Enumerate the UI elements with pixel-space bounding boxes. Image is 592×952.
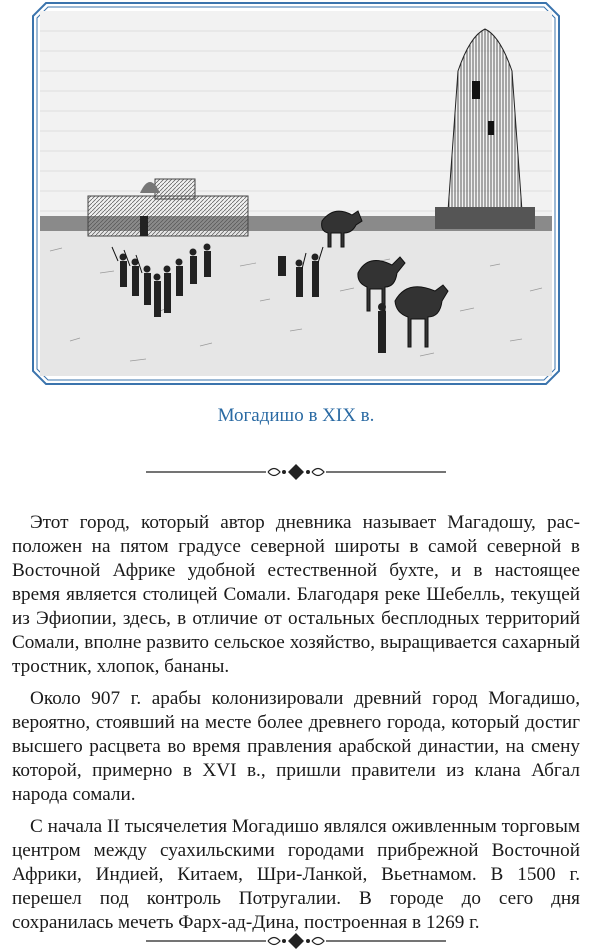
figure-frame [32, 2, 560, 385]
paragraph: Этот город, который автор дневника называет Магадошу, расположен на пятом градусе северной широты в самой северной в Восточной Африке удобной естественной бухте, и в настоящее время является столицей Сомали. Благодаря реке Шебелль, текущей из Эфиопии, здесь, в отличие от остальных бесплодных территорий Сомали, вполне развито сельское хозяйство, выращивается сахарный тростник, хлопок, бананы. [12, 512, 580, 677]
paragraph: С начала II тысячелетия Могадишо являлся оживленным торговым центром между суахильскими городами прибрежной Восточной Африки, Индией, Китаем, Шри-Ланкой, Вьетнамом. В 1500 г. перешел под контроль Потругалии. В городе до сего дня сохранилась мечеть Фарх-ад-Дина, построенная в 1269 г. [12, 816, 580, 933]
divider-ornament-bottom [146, 931, 446, 951]
body-text [12, 511, 580, 943]
engraving-image [40, 11, 552, 376]
divider-ornament-top [146, 462, 446, 482]
figure-caption: Могадишо в XIX в. [217, 405, 375, 426]
paragraph: Около 907 г. арабы колонизировали древний город Могадишо, вероятно, стоявший на месте более древнего города, который достиг высшего расцвета во время правления арабской династии, на смену которой, примерно в XVI в., пришли правители из клана Абгал народа сомали. [12, 688, 580, 805]
